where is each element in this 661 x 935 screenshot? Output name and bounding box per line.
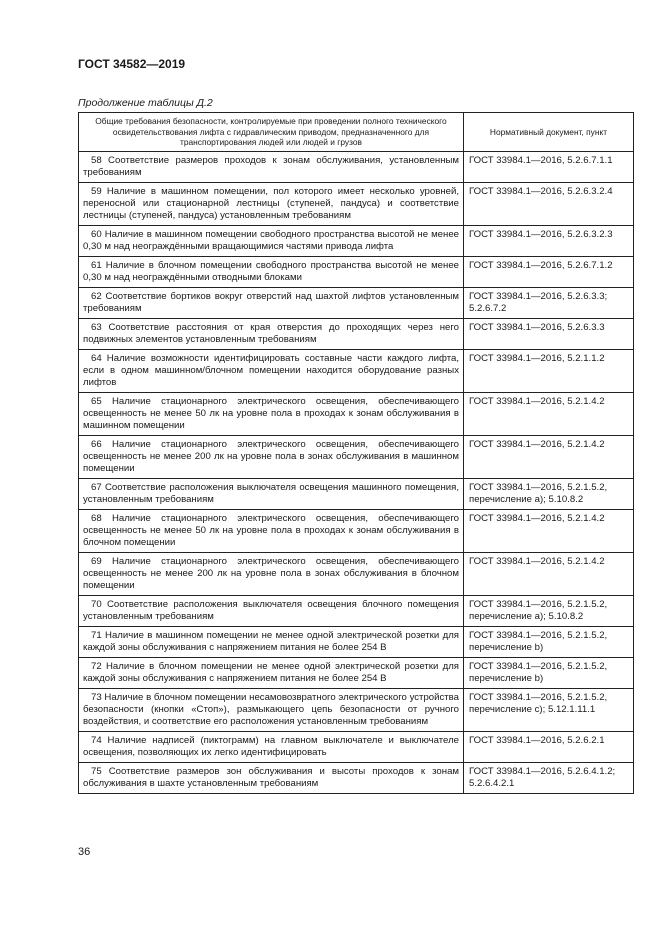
- requirements-table: [78, 112, 634, 794]
- table-row: [79, 319, 634, 350]
- requirement-cell: 73 Наличие в блочном помещении несамовозвратного электрического устройства безопасности (кнопки «Стоп»), размыкающего цепь безопасности от ручного воздействия, и соответствие его расположения установленным требованиям: [79, 689, 464, 732]
- document-reference-cell: ГОСТ 33984.1—2016, 5.2.1.4.2: [464, 436, 634, 479]
- table-row: [79, 510, 634, 553]
- requirement-cell: 60 Наличие в машинном помещении свободного пространства высотой не менее 0,30 м над неограждёнными вращающимися частями привода лифта: [79, 226, 464, 257]
- document-header: ГОСТ 34582—2019: [78, 57, 186, 71]
- table-row: [79, 152, 634, 183]
- document-reference-cell: ГОСТ 33984.1—2016, 5.2.1.4.2: [464, 393, 634, 436]
- table-row: [79, 350, 634, 393]
- column-header-document: Нормативный документ, пункт: [464, 113, 634, 152]
- document-reference-cell: ГОСТ 33984.1—2016, 5.2.1.4.2: [464, 553, 634, 596]
- requirement-cell: 71 Наличие в машинном помещении не менее одной электрической розетки для каждой зоны обслуживания с напряжением питания не более 254 В: [79, 627, 464, 658]
- document-reference-cell: ГОСТ 33984.1—2016, 5.2.1.1.2: [464, 350, 634, 393]
- document-reference-cell: ГОСТ 33984.1—2016, 5.2.1.4.2: [464, 510, 634, 553]
- requirement-cell: 69 Наличие стационарного электрического освещения, обеспечивающего освещенность не менее 200 лк на уровне пола в зонах обслуживания в блочном помещении: [79, 553, 464, 596]
- table-row: [79, 596, 634, 627]
- requirement-cell: 65 Наличие стационарного электрического освещения, обеспечивающего освещенность не менее 50 лк на уровне пола в проходах к зонам обслуживания в машинном помещении: [79, 393, 464, 436]
- document-reference-cell: ГОСТ 33984.1—2016, 5.2.6.3.3: [464, 319, 634, 350]
- table-row: [79, 732, 634, 763]
- table-row: [79, 183, 634, 226]
- document-reference-cell: ГОСТ 33984.1—2016, 5.2.6.3.2.4: [464, 183, 634, 226]
- requirement-cell: 61 Наличие в блочном помещении свободного пространства высотой не менее 0,30 м над неограждёнными отводными блоками: [79, 257, 464, 288]
- table-row: [79, 627, 634, 658]
- document-reference-cell: ГОСТ 33984.1—2016, 5.2.1.5.2, перечисление b): [464, 627, 634, 658]
- table-row: [79, 658, 634, 689]
- requirement-cell: 59 Наличие в машинном помещении, пол которого имеет несколько уровней, переносной или стационарной лестницы (ступеней, пандуса) и соответствие лестницы (ступеней, пандуса) установленным требованиям: [79, 183, 464, 226]
- table-row: [79, 288, 634, 319]
- table-row: [79, 763, 634, 794]
- table-row: [79, 436, 634, 479]
- requirement-cell: 72 Наличие в блочном помещении не менее одной электрической розетки для каждой зоны обслуживания с напряжением питания не более 254 В: [79, 658, 464, 689]
- requirement-cell: 66 Наличие стационарного электрического освещения, обеспечивающего освещенность не менее 200 лк на уровне пола в зонах обслуживания в машинном помещении: [79, 436, 464, 479]
- table-row: [79, 479, 634, 510]
- requirement-cell: 67 Соответствие расположения выключателя освещения машинного помещения, установленным требованиям: [79, 479, 464, 510]
- requirement-cell: 58 Соответствие размеров проходов к зонам обслуживания, установленным требованиям: [79, 152, 464, 183]
- document-reference-cell: ГОСТ 33984.1—2016, 5.2.6.3.3; 5.2.6.7.2: [464, 288, 634, 319]
- document-reference-cell: ГОСТ 33984.1—2016, 5.2.6.3.2.3: [464, 226, 634, 257]
- table-row: [79, 226, 634, 257]
- table-row: [79, 689, 634, 732]
- table-header-row: [79, 113, 634, 152]
- table-caption: Продолжение таблицы Д.2: [78, 97, 213, 109]
- requirement-cell: 70 Соответствие расположения выключателя освещения блочного помещения установленным требованиям: [79, 596, 464, 627]
- requirement-cell: 68 Наличие стационарного электрического освещения, обеспечивающего освещенность не менее 50 лк на уровне пола в проходах к зонам обслуживания в блочном помещении: [79, 510, 464, 553]
- requirement-cell: 62 Соответствие бортиков вокруг отверстий над шахтой лифтов установленным требованиям: [79, 288, 464, 319]
- document-reference-cell: ГОСТ 33984.1—2016, 5.2.6.4.1.2; 5.2.6.4.2.1: [464, 763, 634, 794]
- requirement-cell: 74 Наличие надписей (пиктограмм) на главном выключателе и выключателе освещения, позволяющих их легко идентифицировать: [79, 732, 464, 763]
- table-body: [79, 152, 634, 794]
- requirement-cell: 64 Наличие возможности идентифицировать составные части каждого лифта, если в одном машинном/блочном помещении находится оборудование разных лифтов: [79, 350, 464, 393]
- document-reference-cell: ГОСТ 33984.1—2016, 5.2.6.7.1.2: [464, 257, 634, 288]
- table-row: [79, 257, 634, 288]
- table-row: [79, 553, 634, 596]
- requirement-cell: 75 Соответствие размеров зон обслуживания и высоты проходов к зонам обслуживания в шахте установленным требованиям: [79, 763, 464, 794]
- document-reference-cell: ГОСТ 33984.1—2016, 5.2.1.5.2, перечисление b): [464, 658, 634, 689]
- table-row: [79, 393, 634, 436]
- requirement-cell: 63 Соответствие расстояния от края отверстия до проходящих через него подвижных элементов установленным требованиям: [79, 319, 464, 350]
- document-reference-cell: ГОСТ 33984.1—2016, 5.2.1.5.2, перечисление a); 5.10.8.2: [464, 596, 634, 627]
- document-reference-cell: ГОСТ 33984.1—2016, 5.2.6.7.1.1: [464, 152, 634, 183]
- document-reference-cell: ГОСТ 33984.1—2016, 5.2.1.5.2, перечисление a); 5.10.8.2: [464, 479, 634, 510]
- page-number: 36: [78, 846, 91, 858]
- document-reference-cell: ГОСТ 33984.1—2016, 5.2.6.2.1: [464, 732, 634, 763]
- column-header-requirements: Общие требования безопасности, контролируемые при проведении полного технического освидетельствования лифта с гидравлическим приводом, предназначенного для транспортирования людей или людей и грузов: [79, 113, 464, 152]
- document-reference-cell: ГОСТ 33984.1—2016, 5.2.1.5.2, перечисление c); 5.12.1.11.1: [464, 689, 634, 732]
